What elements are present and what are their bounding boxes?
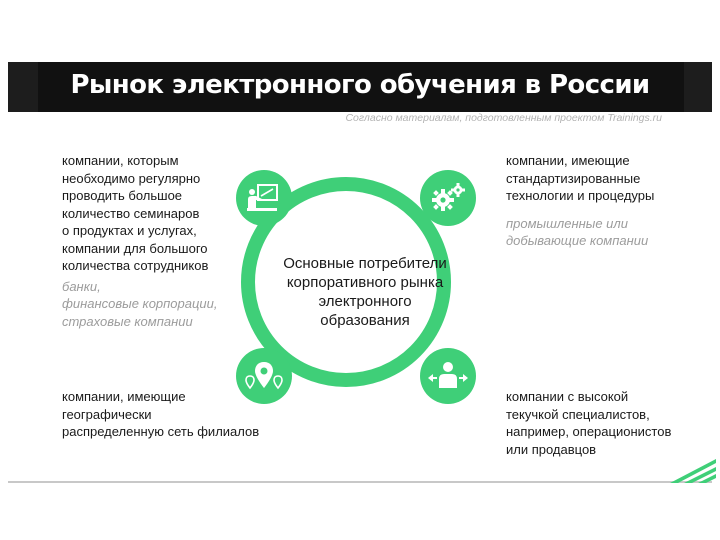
corner-stripes-decoration bbox=[660, 455, 716, 485]
page-title: Рынок электронного обучения в России bbox=[70, 70, 650, 100]
gears-icon bbox=[420, 170, 476, 226]
segment-line: или продавцов bbox=[506, 441, 597, 457]
presentation-board-icon bbox=[236, 170, 292, 226]
segment-line: компании, имеющие bbox=[506, 153, 630, 168]
center-label-line: корпоративного рынка bbox=[286, 274, 444, 291]
segment-line: проводить большое bbox=[62, 188, 183, 203]
segment-example: банки, bbox=[62, 278, 101, 294]
segment-line: необходимо регулярно bbox=[62, 170, 201, 186]
center-label-line: Основные потребители bbox=[283, 255, 447, 272]
source-note: Согласно материалам, подготовленным проектом Trainings.ru bbox=[345, 112, 662, 124]
segment-example: добывающие компании bbox=[506, 233, 649, 248]
segment-line: стандартизированные bbox=[506, 170, 641, 186]
segment-line: распределенную сеть филиалов bbox=[62, 424, 260, 439]
center-label-line: образования bbox=[320, 312, 410, 329]
segment-line: о продуктах и услугах, bbox=[62, 223, 197, 238]
segment-line: компании, имеющие bbox=[62, 389, 186, 404]
segment-line: компании, которым bbox=[62, 153, 179, 168]
segment-top-left bbox=[62, 152, 218, 330]
segment-top-right bbox=[506, 152, 654, 250]
segment-line: технологии и процедуры bbox=[506, 188, 655, 203]
segment-line: количество семинаров bbox=[62, 205, 200, 221]
segment-line: компании для большого bbox=[62, 240, 208, 256]
segment-line: текучкой специалистов, bbox=[506, 406, 650, 422]
segment-bottom-right bbox=[506, 388, 671, 458]
map-pins-icon bbox=[236, 348, 292, 404]
segment-example: финансовые корпорации, bbox=[62, 296, 218, 311]
segment-bottom-left bbox=[62, 388, 259, 441]
center-label bbox=[270, 254, 460, 330]
center-label-line: электронного bbox=[318, 293, 412, 310]
title-bar bbox=[8, 62, 712, 112]
segment-line: количества сотрудников bbox=[62, 258, 209, 273]
segment-line: географически bbox=[62, 406, 152, 422]
employee-transfer-icon bbox=[420, 348, 476, 404]
segment-example: промышленные или bbox=[506, 215, 628, 231]
bottom-divider bbox=[8, 481, 712, 483]
segment-example: страховые компании bbox=[62, 313, 193, 329]
segment-line: компании с высокой bbox=[506, 389, 629, 404]
segment-line: например, операционистов bbox=[506, 424, 672, 439]
